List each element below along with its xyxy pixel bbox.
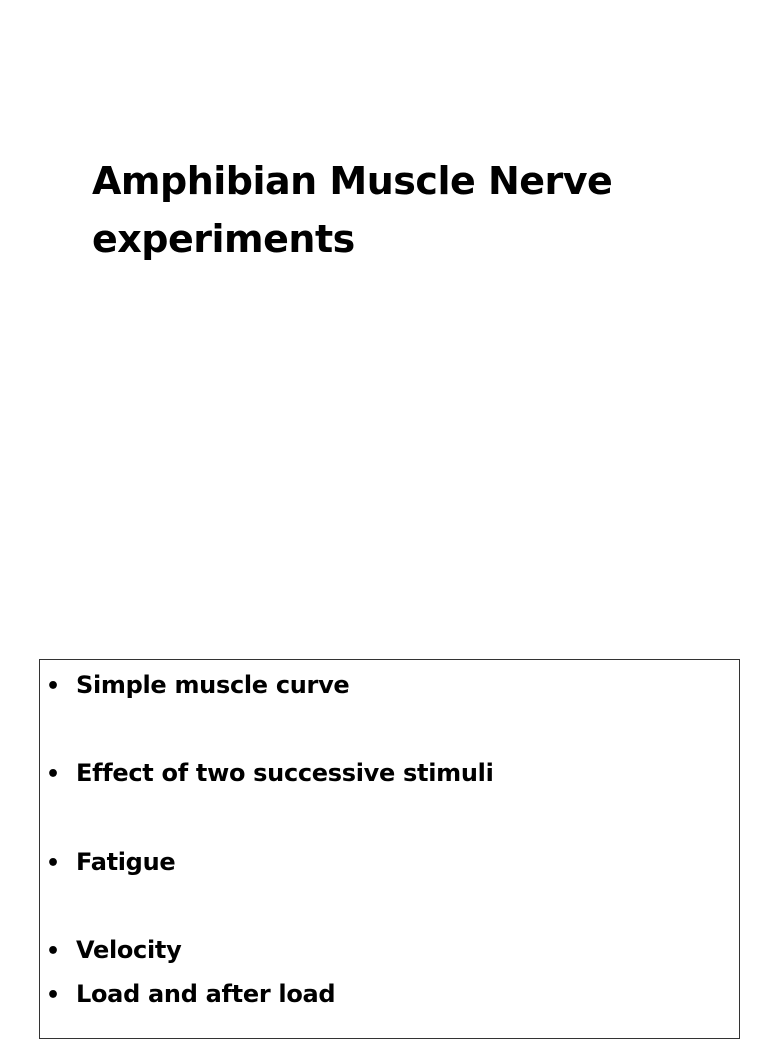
bullet-icon: • bbox=[46, 983, 60, 1008]
bullet-icon: • bbox=[46, 674, 60, 699]
list-item bbox=[46, 758, 494, 790]
slide-title: Amphibian Muscle Nerve experiments bbox=[92, 159, 613, 261]
list-item bbox=[46, 847, 175, 879]
list-item-text: Velocity bbox=[76, 936, 182, 964]
list-item-text: Simple muscle curve bbox=[76, 671, 350, 699]
bullet-icon: • bbox=[46, 851, 60, 876]
list-item bbox=[46, 979, 335, 1011]
bullet-icon: • bbox=[46, 762, 60, 787]
content-box bbox=[39, 659, 740, 1039]
list-item-text: Effect of two successive stimuli bbox=[76, 759, 494, 787]
list-item-text: Fatigue bbox=[76, 848, 176, 876]
bullet-icon: • bbox=[46, 939, 60, 964]
list-item bbox=[46, 670, 349, 702]
list-item-text: Load and after load bbox=[76, 980, 336, 1008]
list-item bbox=[46, 935, 181, 967]
